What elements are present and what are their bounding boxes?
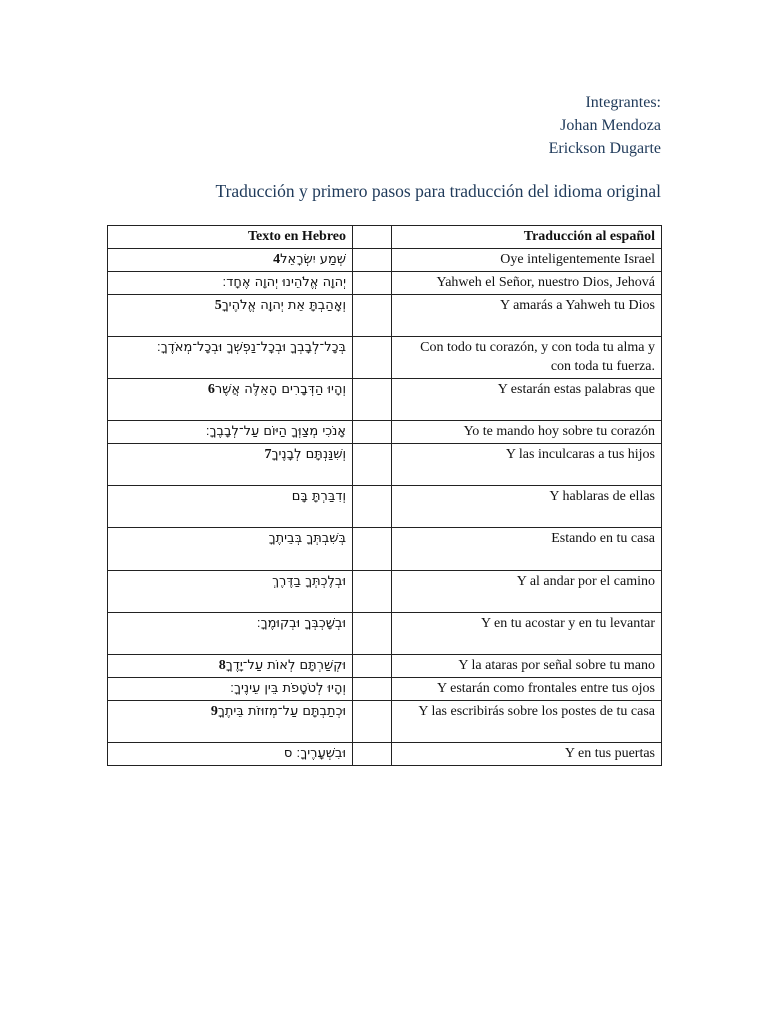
- middle-cell: [353, 678, 392, 701]
- table-row: [108, 421, 662, 444]
- members-label: Integrantes:: [585, 94, 661, 111]
- spanish-cell: Y estarán estas palabras que: [392, 379, 662, 421]
- hebrew-text: בְּשִׁבְתְּךָ בְּבֵיתֶךָ: [268, 531, 346, 546]
- table-row: [108, 655, 662, 678]
- middle-cell: [353, 655, 392, 678]
- header-middle: [353, 226, 392, 249]
- hebrew-cell: [108, 678, 353, 701]
- table-row: [108, 337, 662, 379]
- table-row: [108, 249, 662, 272]
- header-spanish: Traducción al español: [392, 226, 662, 249]
- table-row: [108, 379, 662, 421]
- hebrew-cell: [108, 528, 353, 571]
- table-row: [108, 571, 662, 613]
- middle-cell: [353, 421, 392, 444]
- hebrew-text: וְהָיוּ לְטֹטָפֹת בֵּין עֵינֶיךָ׃: [230, 681, 346, 696]
- hebrew-text: וְשִׁנַּנְתָּם לְבָנֶיךָ: [271, 447, 346, 462]
- spanish-cell: Y estarán como frontales entre tus ojos: [392, 678, 662, 701]
- middle-cell: [353, 486, 392, 528]
- spanish-cell: Y las escribirás sobre los postes de tu casa: [392, 701, 662, 743]
- spanish-cell: Y la ataras por señal sobre tu mano: [392, 655, 662, 678]
- table-row: [108, 444, 662, 486]
- middle-cell: [353, 613, 392, 655]
- table-body: [108, 249, 662, 766]
- spanish-cell: Con todo tu corazón, y con toda tu alma y con toda tu fuerza.: [392, 337, 662, 379]
- spanish-cell: Yahweh el Señor, nuestro Dios, Jehová: [392, 272, 662, 295]
- spanish-cell: Y en tu acostar y en tu levantar: [392, 613, 662, 655]
- hebrew-cell: [108, 613, 353, 655]
- verse-number: 4: [273, 252, 281, 267]
- hebrew-text: אָנֹכִי מְצַוְּךָ הַיּוֹם עַל־לְבָבֶךָ׃: [205, 424, 346, 439]
- middle-cell: [353, 743, 392, 766]
- hebrew-cell: [108, 249, 353, 272]
- hebrew-cell: [108, 272, 353, 295]
- table-row: [108, 486, 662, 528]
- spanish-cell: Y amarás a Yahweh tu Dios: [392, 295, 662, 337]
- verse-number: 8: [218, 658, 226, 673]
- hebrew-text: וְהָיוּ הַדְּבָרִים הָאֵלֶּה אֲשֶׁר: [214, 382, 346, 397]
- document-title: Traducción y primero pasos para traducción del idioma original: [215, 181, 661, 201]
- hebrew-cell: [108, 701, 353, 743]
- hebrew-cell: [108, 486, 353, 528]
- hebrew-text: וּבְלֶכְתְּךָ בַדֶּרֶךְ: [272, 574, 346, 589]
- members-block: [549, 91, 661, 160]
- hebrew-cell: [108, 295, 353, 337]
- table-row: [108, 528, 662, 571]
- table-row: [108, 295, 662, 337]
- hebrew-text: בְּכָל־לְבָבְךָ וּבְכָל־נַפְשְׁךָ וּבְכָל־מְאֹדֶךָ׃: [156, 340, 346, 355]
- table-row: [108, 272, 662, 295]
- middle-cell: [353, 379, 392, 421]
- spanish-cell: Yo te mando hoy sobre tu corazón: [392, 421, 662, 444]
- translation-table: [107, 225, 662, 766]
- hebrew-text: שְׁמַע יִשְׂרָאֵל: [280, 252, 346, 267]
- middle-cell: [353, 528, 392, 571]
- middle-cell: [353, 337, 392, 379]
- spanish-cell: Estando en tu casa: [392, 528, 662, 571]
- hebrew-text: וּבְשָׁכְבְּךָ וּבְקוּמֶךָ׃: [256, 616, 346, 631]
- verse-number: 7: [264, 447, 272, 462]
- hebrew-cell: [108, 379, 353, 421]
- hebrew-text: וְדִבַּרְתָּ בָּם: [291, 489, 346, 504]
- hebrew-text: וּבִשְׁעָרֶיךָ׃ ס: [283, 746, 346, 761]
- hebrew-cell: [108, 743, 353, 766]
- table-row: [108, 743, 662, 766]
- spanish-cell: Y en tus puertas: [392, 743, 662, 766]
- middle-cell: [353, 444, 392, 486]
- verse-number: 6: [207, 382, 215, 397]
- middle-cell: [353, 249, 392, 272]
- verse-number: 9: [210, 704, 218, 719]
- spanish-cell: Y las inculcaras a tus hijos: [392, 444, 662, 486]
- hebrew-cell: [108, 337, 353, 379]
- hebrew-cell: [108, 655, 353, 678]
- hebrew-text: יְהוָה אֱלֹהֵינוּ יְהוָה אֶחָד׃: [222, 275, 346, 290]
- table-header-row: [108, 226, 662, 249]
- table-row: [108, 678, 662, 701]
- hebrew-text: וּקְשַׁרְתָּם לְאוֹת עַל־יָדֶךָ: [225, 658, 346, 673]
- middle-cell: [353, 272, 392, 295]
- middle-cell: [353, 701, 392, 743]
- hebrew-cell: [108, 444, 353, 486]
- member-name: Johan Mendoza: [560, 117, 661, 134]
- hebrew-text: וּכְתַבְתָּם עַל־מְזוּזֹת בֵּיתֶךָ: [217, 704, 346, 719]
- spanish-cell: Oye inteligentemente Israel: [392, 249, 662, 272]
- middle-cell: [353, 571, 392, 613]
- verse-number: 5: [214, 298, 222, 313]
- hebrew-text: וְאָהַבְתָּ אֵת יְהוָה אֱלֹהֶיךָ: [221, 298, 346, 313]
- middle-cell: [353, 295, 392, 337]
- hebrew-cell: [108, 571, 353, 613]
- member-name: Erickson Dugarte: [548, 140, 661, 157]
- hebrew-cell: [108, 421, 353, 444]
- table-row: [108, 613, 662, 655]
- table-row: [108, 701, 662, 743]
- spanish-cell: Y hablaras de ellas: [392, 486, 662, 528]
- spanish-cell: Y al andar por el camino: [392, 571, 662, 613]
- header-hebrew: Texto en Hebreo: [108, 226, 353, 249]
